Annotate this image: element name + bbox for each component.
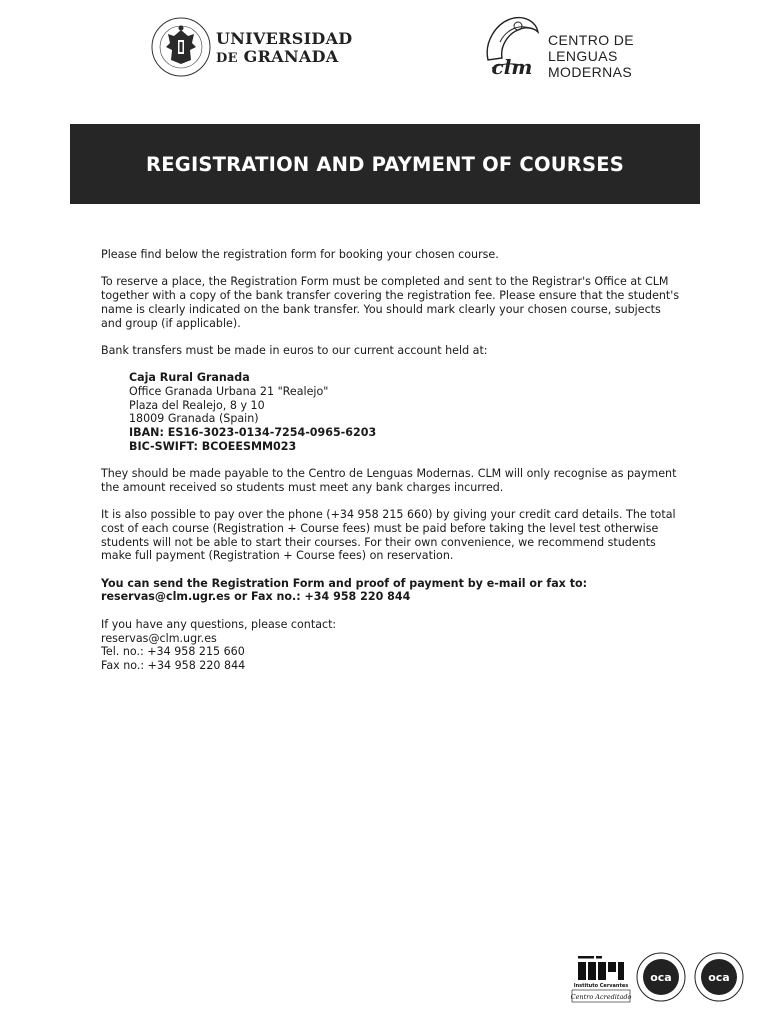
contact-tel: Tel. no.: +34 958 215 660	[101, 645, 245, 659]
centre-name-line3: MODERNAS	[548, 64, 633, 80]
instituto-cervantes-logo	[570, 954, 632, 1004]
send-instructions	[101, 577, 681, 604]
send-line-2: reservas@clm.ugr.es or Fax no.: +34 958 220 844	[101, 590, 411, 604]
title-banner	[70, 124, 700, 204]
university-seal-icon	[150, 16, 212, 78]
bank-details	[129, 371, 681, 453]
payable-paragraph: They should be made payable to the Centro de Lenguas Modernas. CLM will only recognise as payment the amount received so students must meet any bank charges incurred.	[101, 467, 677, 494]
document-body	[101, 248, 681, 686]
svg-text:Centro Acreditado: Centro Acreditado	[570, 993, 632, 1001]
page-title: REGISTRATION AND PAYMENT OF COURSES	[146, 152, 624, 176]
send-line-1: You can send the Registration Form and proof of payment by e-mail or fax to:	[101, 576, 588, 590]
bank-city: 18009 Granada (Spain)	[129, 412, 259, 426]
universidad-granada-logo	[150, 16, 353, 80]
oca-certification-seal-1	[636, 952, 686, 1002]
bank-transfer-paragraph: Bank transfers must be made in euros to our current account held at:	[101, 343, 488, 357]
oca-certification-seal-2	[694, 952, 744, 1002]
contact-email: reservas@clm.ugr.es	[101, 631, 217, 645]
university-name-line1: UNIVERSIDAD	[216, 29, 353, 48]
svg-text:clm: clm	[491, 55, 533, 79]
centre-name-line2: LENGUAS	[548, 48, 618, 64]
bank-iban: IBAN: ES16-3023-0134-7254-0965-6203	[129, 426, 377, 440]
intro-paragraph: Please find below the registration form for booking your chosen course.	[101, 248, 499, 261]
svg-text:oca: oca	[650, 971, 672, 984]
svg-text:oca: oca	[708, 971, 730, 984]
bank-office: Office Granada Urbana 21 "Realejo"	[129, 384, 329, 398]
contact-fax: Fax no.: +34 958 220 844	[101, 658, 246, 672]
reservation-paragraph: To reserve a place, the Registration Form must be completed and sent to the Registrar's Office at CLM together with a copy of the bank transfer covering the registration fee. Please ensure that the student's name is clearly indicated on the bank transfer. You should mark clearly your chosen course, subjects and group (if applicable).	[101, 275, 680, 330]
clm-emblem-icon	[478, 12, 544, 82]
clm-logo	[478, 12, 658, 84]
contact-block	[101, 618, 681, 673]
svg-text:Instituto Cervantes: Instituto Cervantes	[573, 983, 629, 989]
centre-name-line1: CENTRO DE	[548, 32, 635, 48]
bank-bic: BIC-SWIFT: BCOEESMM023	[129, 439, 297, 453]
contact-intro: If you have any questions, please contact:	[101, 617, 337, 631]
bank-street: Plaza del Realejo, 8 y 10	[129, 398, 265, 412]
university-name-line2: DE GRANADA	[216, 47, 339, 66]
phone-payment-paragraph: It is also possible to pay over the phone (+34 958 215 660) by giving your credit card details. The total cost of each course (Registration + Course fees) must be paid before taking the level test otherwise students will not be able to start their courses. For their own convenience, we recommend students make full payment (Registration + Course fees) on reservation.	[101, 508, 676, 563]
bank-name: Caja Rural Granada	[129, 371, 250, 385]
